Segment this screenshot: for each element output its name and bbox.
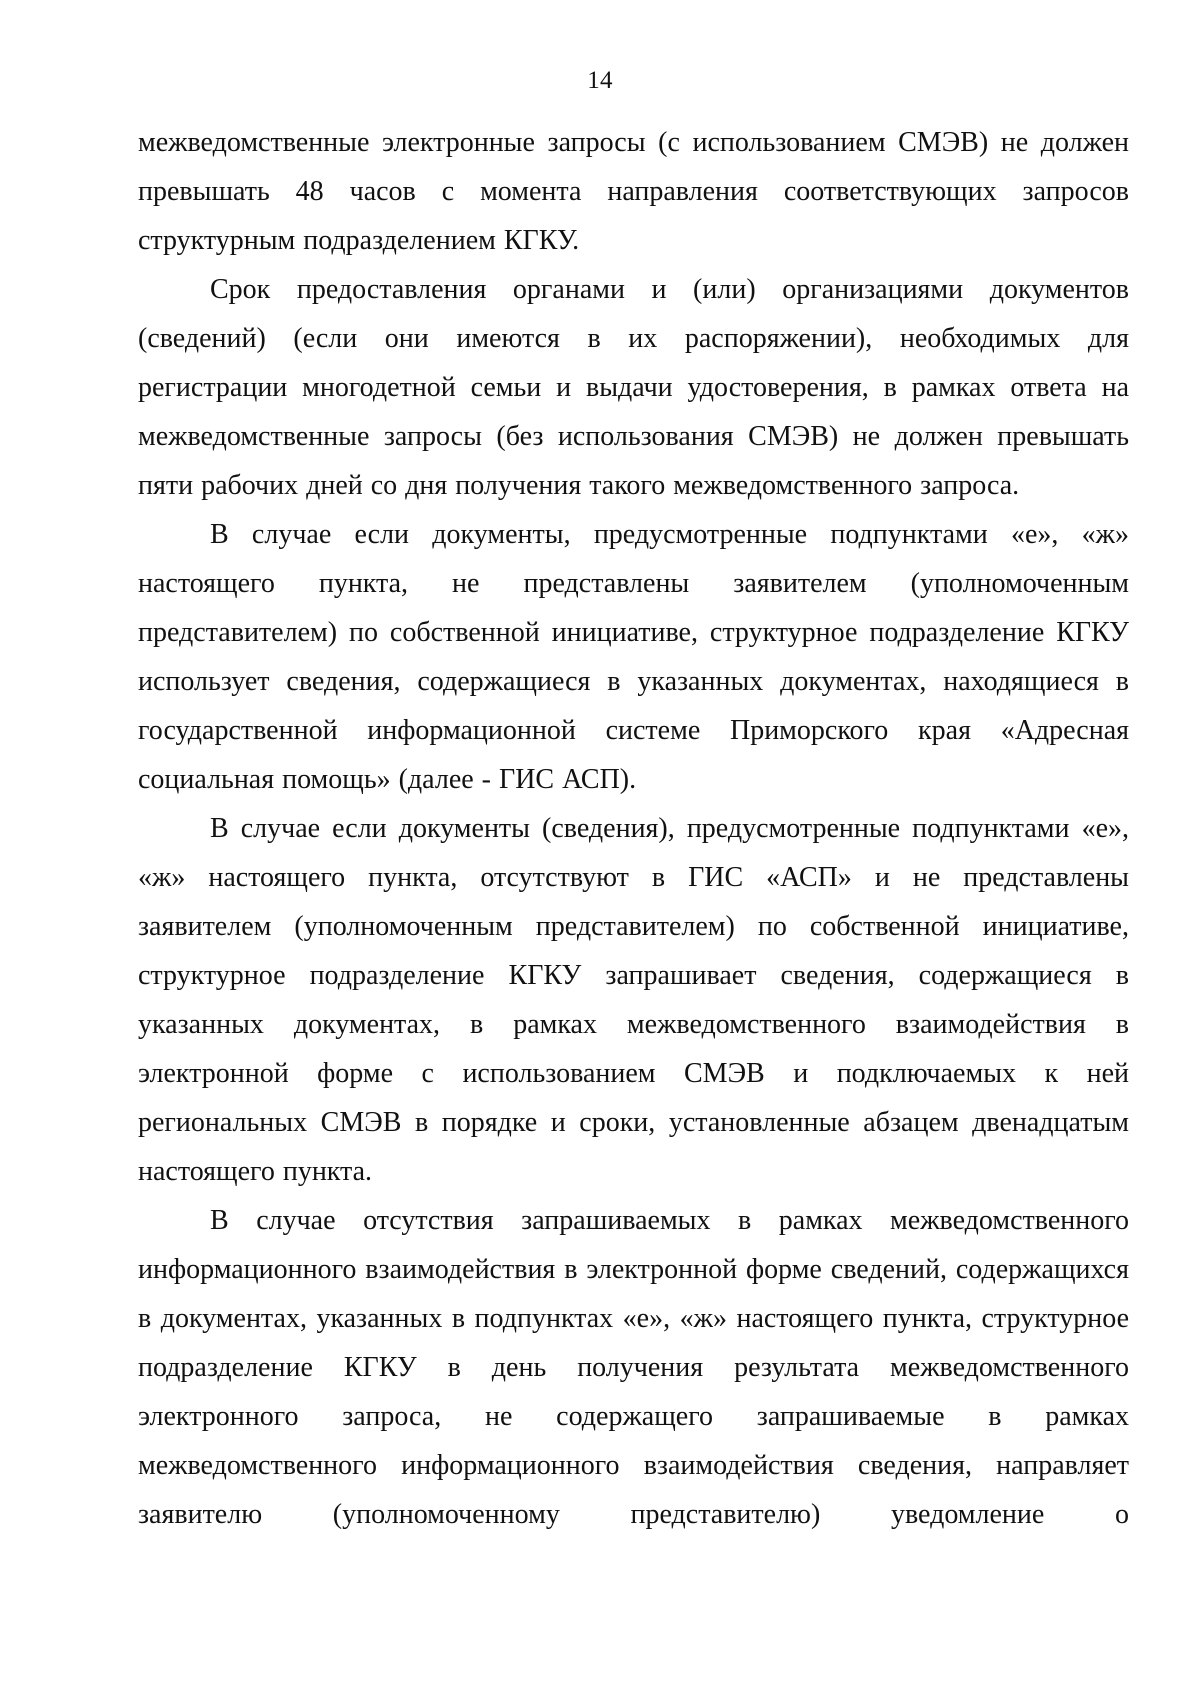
paragraph-4: В случае если документы (сведения), предусмотренные подпунктами «е», «ж» настоящего пункта, отсутствуют в ГИС «АСП» и не представлены заявителем (уполномоченным представителем) по собственной инициативе, структурное подразделение КГКУ запрашивает сведения, содержащиеся в указанных документах, в рамках межведомственного взаимодействия в электронной форме с использованием СМЭВ и подключаемых к ней региональных СМЭВ в порядке и сроки, установленные абзацем двенадцатым настоящего пункта. [138,813,1129,1187]
paragraph-3: В случае если документы, предусмотренные подпунктами «е», «ж» настоящего пункта, не представлены заявителем (уполномоченным представителем) по собственной инициативе, структурное подразделение КГКУ использует сведения, содержащиеся в указанных документах, находящиеся в государственной информационной системе Приморского края «Адресная социальная помощь» (далее - ГИС АСП). [138,519,1129,795]
page-number: 14 [587,67,613,94]
paragraph-2: Срок предоставления органами и (или) организациями документов (сведений) (если они имеются в их распоряжении), необходимых для регистрации многодетной семьи и выдачи удостоверения, в рамках ответа на межведомственные запросы (без использования СМЭВ) не должен превышать пяти рабочих дней со дня получения такого межведомственного запроса. [138,274,1129,501]
paragraph-1: межведомственные электронные запросы (с использованием СМЭВ) не должен превышать 48 часов с момента направления соответствующих запросов структурным подразделением КГКУ. [138,127,1129,256]
document-body [138,118,1129,1539]
paragraph-5: В случае отсутствия запрашиваемых в рамках межведомственного информационного взаимодействия в электронной форме сведений, содержащихся в документах, указанных в подпунктах «е», «ж» настоящего пункта, структурное подразделение КГКУ в день получения результата межведомственного электронного запроса, не содержащего запрашиваемые в рамках межведомственного информационного взаимодействия сведения, направляет заявителю (уполномоченному представителю) уведомление о [138,1205,1129,1530]
